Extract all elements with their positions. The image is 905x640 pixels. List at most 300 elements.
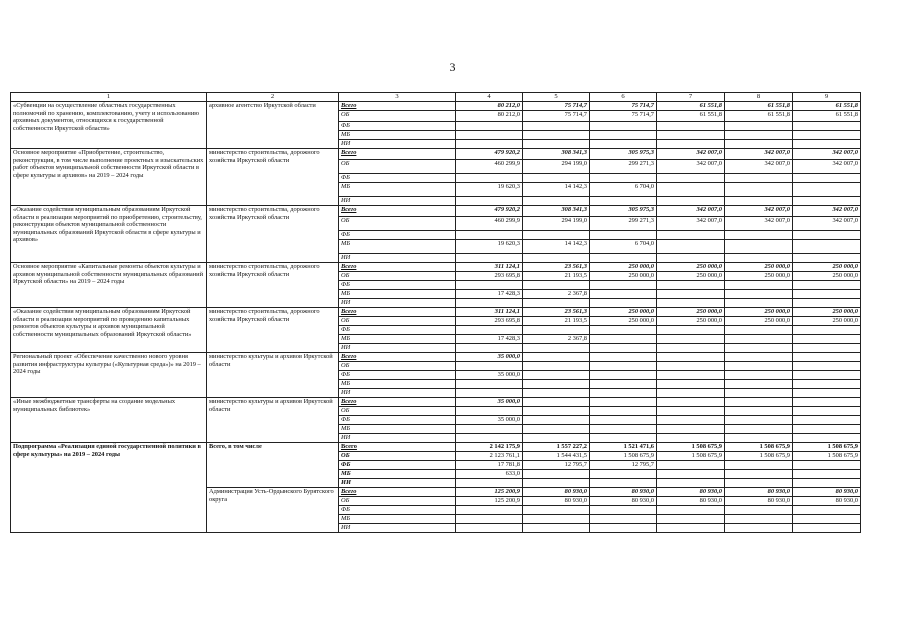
value-cell xyxy=(657,434,725,443)
value-cell: 1 508 675,9 xyxy=(725,452,793,461)
value-cell: 460 299,9 xyxy=(456,217,523,231)
table-row xyxy=(11,308,861,317)
value-cell xyxy=(657,335,725,344)
activity-name-cell: «Оказание содействия муниципальным образованиям Иркутской области в реализации мероприятий по проведению капитальных ремонтов объектов культуры и архивов муниципальной собственности муниципальных образований Иркутской области» xyxy=(11,308,207,353)
value-cell: 250 000,0 xyxy=(590,272,657,281)
value-cell: 2 367,8 xyxy=(523,290,590,299)
value-cell: 342 007,0 xyxy=(725,160,793,174)
value-cell xyxy=(590,344,657,353)
source-cell: ОБ xyxy=(339,160,456,174)
value-cell: 250 000,0 xyxy=(725,317,793,326)
table-row xyxy=(11,353,861,362)
value-cell xyxy=(793,506,861,515)
value-cell xyxy=(725,231,793,240)
value-cell xyxy=(590,197,657,206)
value-cell xyxy=(456,174,523,183)
value-cell xyxy=(456,281,523,290)
value-cell: 80 212,0 xyxy=(456,111,523,122)
value-cell: 75 714,7 xyxy=(590,102,657,111)
value-cell: 250 000,0 xyxy=(793,308,861,317)
value-cell: 6 704,0 xyxy=(590,183,657,197)
value-cell xyxy=(657,299,725,308)
value-cell xyxy=(523,506,590,515)
value-cell xyxy=(590,470,657,479)
source-cell: ОБ xyxy=(339,272,456,281)
value-cell xyxy=(523,362,590,371)
value-cell xyxy=(590,434,657,443)
value-cell: 250 000,0 xyxy=(725,272,793,281)
value-cell: 479 920,2 xyxy=(456,206,523,217)
value-cell xyxy=(725,524,793,533)
table-row xyxy=(11,398,861,407)
value-cell: 2 123 761,1 xyxy=(456,452,523,461)
value-cell xyxy=(725,371,793,380)
executor-total-cell: Всего, в том числе xyxy=(207,443,339,488)
value-cell: 1 508 675,9 xyxy=(725,443,793,452)
value-cell xyxy=(725,407,793,416)
value-cell xyxy=(590,326,657,335)
value-cell xyxy=(523,174,590,183)
value-cell xyxy=(657,371,725,380)
value-cell: 294 199,0 xyxy=(523,217,590,231)
value-cell xyxy=(657,515,725,524)
value-cell xyxy=(725,183,793,197)
value-cell xyxy=(725,434,793,443)
value-cell: 80 930,0 xyxy=(725,497,793,506)
value-cell xyxy=(456,131,523,140)
value-cell: 305 975,3 xyxy=(590,206,657,217)
value-cell xyxy=(590,398,657,407)
value-cell xyxy=(456,479,523,488)
value-cell xyxy=(523,353,590,362)
value-cell xyxy=(793,353,861,362)
value-cell xyxy=(456,524,523,533)
value-cell xyxy=(523,479,590,488)
value-cell: 311 124,1 xyxy=(456,263,523,272)
value-cell xyxy=(657,290,725,299)
source-cell: МБ xyxy=(339,183,456,197)
funding-table xyxy=(10,92,861,533)
value-cell xyxy=(590,479,657,488)
value-cell: 80 930,0 xyxy=(657,497,725,506)
table-row xyxy=(11,102,861,111)
table-body xyxy=(11,93,861,533)
value-cell: 250 000,0 xyxy=(590,308,657,317)
value-cell xyxy=(590,389,657,398)
value-cell xyxy=(590,231,657,240)
value-cell xyxy=(657,380,725,389)
value-cell xyxy=(657,344,725,353)
value-cell: 21 193,5 xyxy=(523,272,590,281)
value-cell: 293 695,8 xyxy=(456,317,523,326)
table-row xyxy=(11,443,861,452)
value-cell xyxy=(793,398,861,407)
value-cell xyxy=(793,371,861,380)
value-cell xyxy=(456,197,523,206)
source-cell: ОБ xyxy=(339,362,456,371)
source-cell: МБ xyxy=(339,425,456,434)
value-cell: 250 000,0 xyxy=(793,317,861,326)
value-cell xyxy=(657,174,725,183)
value-cell: 17 781,8 xyxy=(456,461,523,470)
value-cell: 305 975,3 xyxy=(590,149,657,160)
value-cell xyxy=(793,524,861,533)
value-cell: 1 508 675,9 xyxy=(793,443,861,452)
value-cell: 80 930,0 xyxy=(793,497,861,506)
source-cell: ИИ xyxy=(339,524,456,533)
value-cell xyxy=(725,479,793,488)
value-cell: 6 704,0 xyxy=(590,240,657,254)
value-cell xyxy=(523,254,590,263)
value-cell xyxy=(523,407,590,416)
value-cell: 299 271,3 xyxy=(590,160,657,174)
source-cell: Всего xyxy=(339,102,456,111)
value-cell: 80 930,0 xyxy=(523,497,590,506)
value-cell: 1 521 471,6 xyxy=(590,443,657,452)
value-cell xyxy=(523,122,590,131)
value-cell xyxy=(725,506,793,515)
value-cell: 80 930,0 xyxy=(657,488,725,497)
value-cell xyxy=(523,380,590,389)
value-cell xyxy=(523,524,590,533)
value-cell xyxy=(456,299,523,308)
value-cell: 1 508 675,9 xyxy=(793,452,861,461)
source-cell: МБ xyxy=(339,290,456,299)
value-cell xyxy=(793,479,861,488)
source-cell: Всего xyxy=(339,488,456,497)
source-cell: ФБ xyxy=(339,461,456,470)
source-cell: ОБ xyxy=(339,452,456,461)
value-cell xyxy=(657,461,725,470)
value-cell: 23 561,3 xyxy=(523,263,590,272)
value-cell xyxy=(793,461,861,470)
value-cell xyxy=(793,197,861,206)
value-cell xyxy=(657,389,725,398)
value-cell xyxy=(725,425,793,434)
value-cell: 342 007,0 xyxy=(725,206,793,217)
value-cell: 35 000,0 xyxy=(456,371,523,380)
source-cell: МБ xyxy=(339,240,456,254)
value-cell xyxy=(523,515,590,524)
value-cell: 61 551,8 xyxy=(657,102,725,111)
value-cell: 14 142,3 xyxy=(523,183,590,197)
value-cell xyxy=(657,140,725,149)
value-cell xyxy=(657,362,725,371)
value-cell xyxy=(793,416,861,425)
value-cell: 61 551,8 xyxy=(725,111,793,122)
value-cell xyxy=(793,389,861,398)
activity-name-cell: «Иные межбюджетные трансферты на создание модельных муниципальных библиотек» xyxy=(11,398,207,443)
value-cell: 80 930,0 xyxy=(793,488,861,497)
header-cell: 4 xyxy=(456,93,523,102)
value-cell xyxy=(590,122,657,131)
value-cell: 12 795,7 xyxy=(590,461,657,470)
value-cell xyxy=(793,407,861,416)
value-cell: 250 000,0 xyxy=(793,263,861,272)
value-cell xyxy=(590,290,657,299)
source-cell: ИИ xyxy=(339,389,456,398)
value-cell xyxy=(793,240,861,254)
value-cell xyxy=(793,299,861,308)
value-cell xyxy=(725,335,793,344)
value-cell: 342 007,0 xyxy=(793,149,861,160)
value-cell: 1 544 431,5 xyxy=(523,452,590,461)
source-cell: ИИ xyxy=(339,197,456,206)
value-cell: 19 620,3 xyxy=(456,183,523,197)
value-cell xyxy=(657,183,725,197)
value-cell xyxy=(657,131,725,140)
activity-name-cell: «Субвенции на осуществление областных государственных полномочий по хранению, комплектованию, учету и использованию архивных документов, относящихся к государственной собственности Иркутской области» xyxy=(11,102,207,149)
value-cell xyxy=(725,362,793,371)
value-cell: 250 000,0 xyxy=(590,263,657,272)
header-cell: 9 xyxy=(793,93,861,102)
value-cell xyxy=(725,140,793,149)
value-cell xyxy=(523,398,590,407)
value-cell xyxy=(523,231,590,240)
value-cell xyxy=(725,281,793,290)
source-cell: ОБ xyxy=(339,407,456,416)
activity-name-cell: «Оказание содействия муниципальным образованиям Иркутской области в реализации мероприятий по приобретению, строительству, реконструкции объектов муниципальной собственности муниципальных образований Иркутской области в сфере культуры и архивов» xyxy=(11,206,207,263)
value-cell: 35 000,0 xyxy=(456,353,523,362)
value-cell xyxy=(456,407,523,416)
value-cell: 61 551,8 xyxy=(793,111,861,122)
executor-cell: министерство строительства, дорожного хозяйства Иркутской области xyxy=(207,263,339,308)
source-cell: Всего xyxy=(339,206,456,217)
value-cell xyxy=(793,380,861,389)
value-cell xyxy=(657,524,725,533)
value-cell xyxy=(725,344,793,353)
page-number: 3 xyxy=(449,60,456,74)
value-cell xyxy=(590,335,657,344)
activity-name-cell: Региональный проект «Обеспечение качественно нового уровня развития инфраструктуры культуры («Культурная среда»)» на 2019 – 2024 годы xyxy=(11,353,207,398)
value-cell xyxy=(590,299,657,308)
value-cell xyxy=(657,398,725,407)
source-cell: ФБ xyxy=(339,371,456,380)
value-cell xyxy=(523,131,590,140)
value-cell xyxy=(793,254,861,263)
source-cell: ИИ xyxy=(339,479,456,488)
value-cell: 479 920,2 xyxy=(456,149,523,160)
value-cell xyxy=(590,281,657,290)
value-cell xyxy=(590,506,657,515)
source-cell: ИИ xyxy=(339,140,456,149)
value-cell: 23 561,3 xyxy=(523,308,590,317)
activity-name-cell: Основное мероприятие «Капитальные ремонты объектов культуры и архивов муниципальной собственности муниципальных образований Иркутской области» на 2019 – 2024 годы xyxy=(11,263,207,308)
value-cell: 342 007,0 xyxy=(725,217,793,231)
source-cell: ОБ xyxy=(339,217,456,231)
value-cell: 1 508 675,9 xyxy=(657,443,725,452)
table-row xyxy=(11,263,861,272)
value-cell xyxy=(657,353,725,362)
value-cell xyxy=(590,140,657,149)
value-cell xyxy=(793,434,861,443)
value-cell: 80 930,0 xyxy=(590,488,657,497)
value-cell xyxy=(793,281,861,290)
header-cell: 8 xyxy=(725,93,793,102)
value-cell xyxy=(456,122,523,131)
value-cell: 80 930,0 xyxy=(725,488,793,497)
source-cell: Всего xyxy=(339,308,456,317)
value-cell xyxy=(793,140,861,149)
table-row xyxy=(11,206,861,217)
value-cell xyxy=(657,506,725,515)
value-cell xyxy=(523,344,590,353)
executor-admin-cell: Администрация Усть-Ордынского Бурятского округа xyxy=(207,488,339,533)
value-cell xyxy=(590,524,657,533)
value-cell xyxy=(793,174,861,183)
value-cell: 250 000,0 xyxy=(657,317,725,326)
value-cell xyxy=(657,416,725,425)
value-cell: 75 714,7 xyxy=(590,111,657,122)
value-cell: 633,0 xyxy=(456,470,523,479)
value-cell xyxy=(456,380,523,389)
executor-cell: министерство строительства, дорожного хозяйства Иркутской области xyxy=(207,206,339,263)
value-cell xyxy=(523,299,590,308)
value-cell xyxy=(793,326,861,335)
source-cell: Всего xyxy=(339,398,456,407)
value-cell: 80 212,0 xyxy=(456,102,523,111)
source-cell: МБ xyxy=(339,380,456,389)
value-cell xyxy=(590,416,657,425)
value-cell: 12 795,7 xyxy=(523,461,590,470)
source-cell: ФБ xyxy=(339,416,456,425)
value-cell xyxy=(523,371,590,380)
value-cell: 308 341,3 xyxy=(523,149,590,160)
table-row xyxy=(11,149,861,160)
source-cell: МБ xyxy=(339,515,456,524)
value-cell xyxy=(657,254,725,263)
value-cell xyxy=(456,140,523,149)
value-cell: 80 930,0 xyxy=(523,488,590,497)
value-cell xyxy=(456,515,523,524)
executor-cell: архивное агентство Иркутской области xyxy=(207,102,339,149)
source-cell: МБ xyxy=(339,470,456,479)
value-cell xyxy=(523,389,590,398)
value-cell: 342 007,0 xyxy=(657,206,725,217)
value-cell xyxy=(725,299,793,308)
value-cell: 342 007,0 xyxy=(793,160,861,174)
value-cell: 125 200,9 xyxy=(456,488,523,497)
value-cell: 294 199,0 xyxy=(523,160,590,174)
value-cell: 250 000,0 xyxy=(725,308,793,317)
value-cell xyxy=(793,344,861,353)
value-cell xyxy=(523,425,590,434)
value-cell xyxy=(657,326,725,335)
value-cell xyxy=(523,197,590,206)
value-cell xyxy=(590,425,657,434)
value-cell: 342 007,0 xyxy=(725,149,793,160)
value-cell xyxy=(590,174,657,183)
value-cell xyxy=(657,470,725,479)
value-cell xyxy=(657,479,725,488)
value-cell xyxy=(725,290,793,299)
value-cell: 308 341,3 xyxy=(523,206,590,217)
value-cell xyxy=(456,389,523,398)
value-cell xyxy=(523,470,590,479)
value-cell xyxy=(725,122,793,131)
value-cell: 1 557 227,2 xyxy=(523,443,590,452)
value-cell xyxy=(657,240,725,254)
value-cell xyxy=(590,371,657,380)
value-cell xyxy=(590,380,657,389)
value-cell: 342 007,0 xyxy=(793,217,861,231)
header-cell: 1 xyxy=(11,93,207,102)
value-cell xyxy=(725,353,793,362)
value-cell xyxy=(456,434,523,443)
value-cell xyxy=(657,281,725,290)
value-cell xyxy=(456,326,523,335)
value-cell xyxy=(793,131,861,140)
value-cell: 342 007,0 xyxy=(793,206,861,217)
value-cell: 342 007,0 xyxy=(657,160,725,174)
value-cell xyxy=(456,425,523,434)
header-cell: 6 xyxy=(590,93,657,102)
value-cell xyxy=(456,344,523,353)
value-cell xyxy=(657,407,725,416)
source-cell: ИИ xyxy=(339,254,456,263)
value-cell xyxy=(456,231,523,240)
value-cell: 293 695,8 xyxy=(456,272,523,281)
source-cell: ИИ xyxy=(339,344,456,353)
value-cell: 61 551,8 xyxy=(657,111,725,122)
value-cell: 75 714,7 xyxy=(523,102,590,111)
source-cell: ОБ xyxy=(339,111,456,122)
source-cell: ФБ xyxy=(339,326,456,335)
source-cell: МБ xyxy=(339,131,456,140)
subprogram-name-cell: Подпрограмма «Реализация единой государственной политики в сфере культуры» на 2019 – 2024 годы xyxy=(11,443,207,533)
source-cell: Всего xyxy=(339,263,456,272)
value-cell: 1 508 675,9 xyxy=(657,452,725,461)
executor-cell: министерство культуры и архивов Иркутской области xyxy=(207,398,339,443)
value-cell: 342 007,0 xyxy=(657,217,725,231)
value-cell xyxy=(456,362,523,371)
value-cell xyxy=(456,506,523,515)
value-cell: 125 200,9 xyxy=(456,497,523,506)
value-cell xyxy=(793,470,861,479)
header-row xyxy=(11,93,861,102)
value-cell xyxy=(793,231,861,240)
source-cell: МБ xyxy=(339,335,456,344)
value-cell xyxy=(523,434,590,443)
value-cell xyxy=(725,398,793,407)
value-cell: 250 000,0 xyxy=(657,308,725,317)
value-cell xyxy=(725,240,793,254)
value-cell xyxy=(725,461,793,470)
source-cell: ФБ xyxy=(339,506,456,515)
value-cell: 250 000,0 xyxy=(793,272,861,281)
value-cell xyxy=(725,416,793,425)
value-cell xyxy=(725,389,793,398)
value-cell: 299 271,3 xyxy=(590,217,657,231)
value-cell: 342 007,0 xyxy=(657,149,725,160)
value-cell xyxy=(793,122,861,131)
value-cell: 311 124,1 xyxy=(456,308,523,317)
value-cell xyxy=(793,290,861,299)
source-cell: ФБ xyxy=(339,281,456,290)
value-cell xyxy=(725,470,793,479)
value-cell: 14 142,3 xyxy=(523,240,590,254)
value-cell: 250 000,0 xyxy=(657,272,725,281)
value-cell: 1 508 675,9 xyxy=(590,452,657,461)
value-cell: 19 620,3 xyxy=(456,240,523,254)
value-cell: 250 000,0 xyxy=(657,263,725,272)
value-cell xyxy=(793,425,861,434)
value-cell xyxy=(523,416,590,425)
value-cell xyxy=(657,122,725,131)
value-cell: 61 551,8 xyxy=(725,102,793,111)
source-cell: Всего xyxy=(339,353,456,362)
value-cell: 35 000,0 xyxy=(456,398,523,407)
